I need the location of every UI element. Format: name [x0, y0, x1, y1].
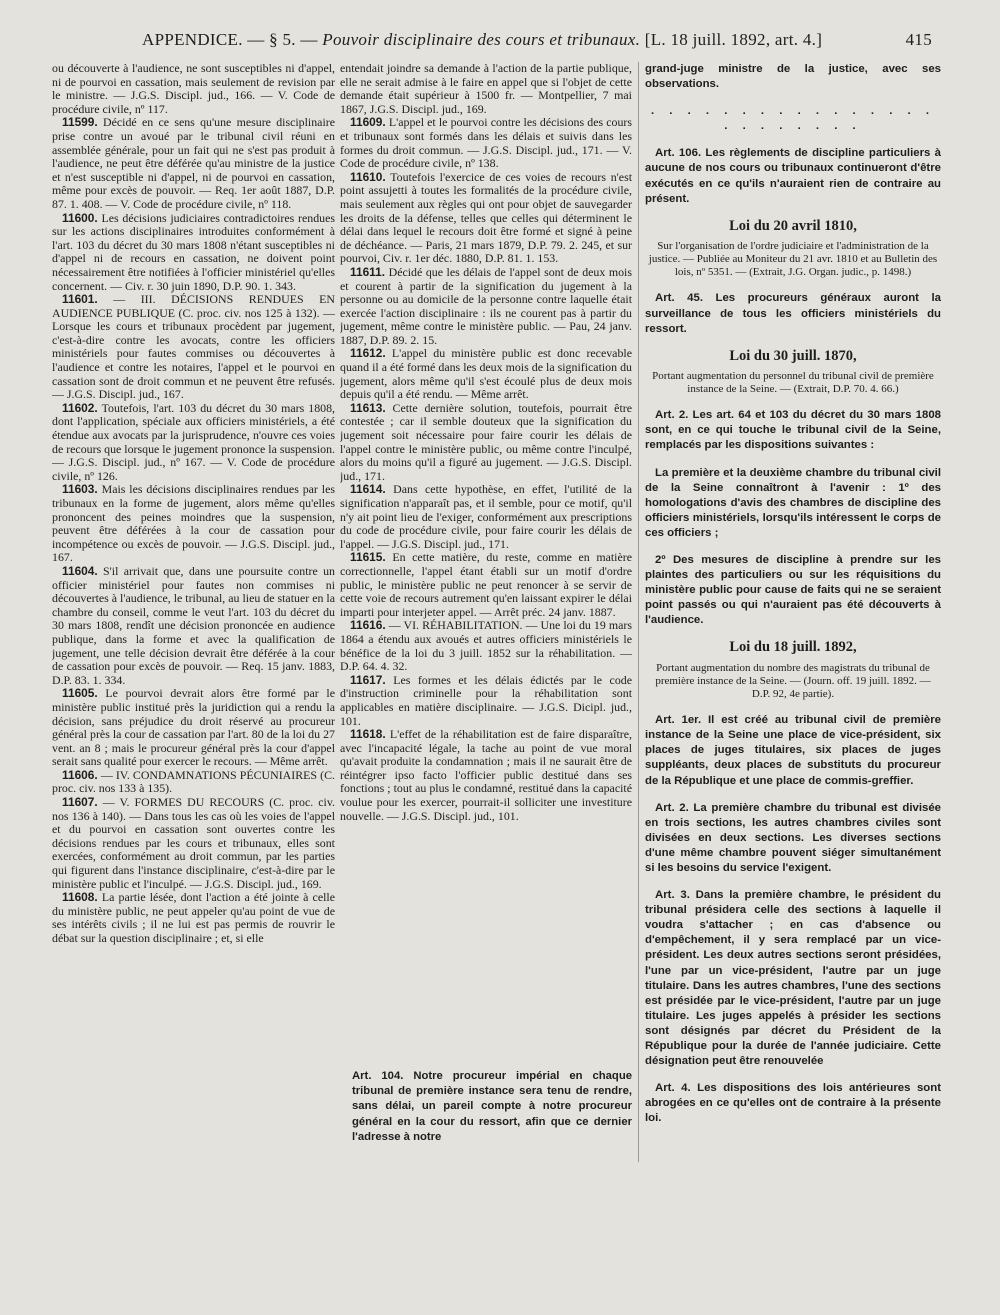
paragraph-number: 11617.: [350, 672, 386, 687]
column-3: [645, 62, 941, 1132]
paragraph-number: 11613.: [350, 400, 386, 415]
paragraph-text: Mais les décisions disciplinaires rendues par les tribunaux en la forme de jugement, alors même qu'elles prononcent des peines moindres que la suspension, peuvent être déférées à la cour de cassation pour incompétence ou excès de pouvoir. — J.G.S. Discipl. jud., 167.: [52, 482, 335, 565]
article-104-text: Art. 104. Notre procureur impérial en chaque tribunal de première instance sera tenu de rendre, sans délai, un pareil compte à notre procureur général en la cour du ressort, afin que ce dernier l'adresse à notre: [352, 1070, 632, 1143]
column-2: [340, 62, 632, 1062]
law-1810-title: Loi du 20 avril 1810,: [729, 217, 857, 234]
paragraph-continued: [52, 62, 335, 116]
header-reference: [L. 18 juill. 1892, art. 4.]: [644, 30, 823, 49]
paragraph-number: 11608.: [62, 890, 98, 905]
law-1870-para1: La première et la deuxième chambre du tribunal civil de la Seine connaîtront à l'avenir : 1º des homologations d'avis des chambres de discipline des officiers ministériels, lorsqu'ils intéressent le corps de ces officiers ;: [645, 466, 941, 539]
paragraph-11613: [340, 402, 632, 484]
paragraph-text: Dans cette hypothèse, en effet, l'utilité de la signification n'apparaît pas, et il semble, pour ce motif, qu'il n'y ait point lieu de l'exiger, conformément aux prescriptions du code de procédure civile, pour faire courir les délais de l'appel. — J.G.S. Discipl. jud., 171.: [340, 482, 632, 551]
law-1892-art4: Art. 4. Les dispositions des lois antérieures sont abrogées en ce qu'elles ont de contraire à la présente loi.: [645, 1082, 941, 1125]
paragraph-11604: [52, 565, 335, 687]
law-1870-para2: 2º Des mesures de discipline à prendre sur les plaintes des particuliers ou sur les réquisitions du ministère public pour cause de faits qui ne se seraient point passés ou qui n'auraient pas été découverts à l'audience.: [645, 553, 941, 627]
paragraph-text: L'appel et le pourvoi contre les décisions des cours et tribunaux sont formés dans les délais et suivis dans les formes du droit commun. — J.G.S. Discipl. jud., 171. — V. Code de procédure civile, nº 138.: [340, 115, 632, 171]
paragraph-11607: [52, 796, 335, 891]
paragraph-11610: [340, 171, 632, 266]
paragraph-11614: [340, 483, 632, 551]
paragraph-11602: [52, 402, 335, 484]
header-title: Pouvoir disciplinaire des cours et tribunaux.: [322, 30, 641, 49]
paragraph-number: 11607.: [62, 795, 98, 810]
running-header: [142, 30, 932, 54]
paragraph-number: 11603.: [62, 482, 98, 497]
paragraph-11606: [52, 769, 335, 796]
paragraph-11611: [340, 266, 632, 348]
law-1892-art3: Art. 3. Dans la première chambre, le président du tribunal présidera celle des sections à laquelle il voudra s'attacher ; en cas d'absence ou d'empêchement, il y sera remplacé par un vice-président. Les deux autres sections seront présidées, l'une par un vice-président, l'autre par un juge titulaire. Dans les autres chambres, l'une des sections est présidée par le vice-président, l'autre par un juge titulaire. Les juges appelés à présider les sections sont désignés par décret du Président de la République pour la durée de l'année judiciaire. Cette désignation peut être renouvelée: [645, 889, 941, 1068]
paragraph-text: L'appel du ministère public est donc recevable quand il a été formé dans les deux mois de la signification du jugement, alors même qu'il s'est écoulé plus de deux mois depuis qu'il a été rendu. — Même arrêt.: [340, 346, 632, 402]
paragraph-text: L'effet de la réhabilitation est de faire disparaître, avec l'incapacité légale, la tache au point de vue moral qu'avait produite la condamnation ; mais il ne saurait être de réintégrer ipso facto l'officier public destitué dans ses fonctions ; tout au plus le condamné, restitué dans la capacité voulue pour les exercer, pourrait-il solliciter une investiture nouvelle. — J.G.S. Discipl. jud., 101.: [340, 727, 632, 823]
paragraph-text: Le pourvoi devrait alors être formé par le ministère public institué près la juridiction qui a rendu la décision, sans préjudice du droit réservé au procureur général près la cour de cassation par l'art. 80 de la loi du 27 vent. an 8 ; mais le procureur général près la cour d'appel serait sans qualité pour exercer le recours. — Même arrêt.: [52, 686, 335, 769]
article-104: [352, 1069, 632, 1145]
page-number: 415: [905, 30, 932, 49]
paragraph-text: Toutefois l'exercice de ces voies de recours n'est point assujetti à toutes les formalités de la procédure civile, mais seulement aux règles qui ont pour objet de sauvegarder les droits de la défense, telles que celles qui déterminent le délai dans lequel le recours doit être formé et signé à peine de déchéance. — Paris, 21 mars 1879, D.P. 79. 2. 245, et sur pourvoi, Civ. r. 1er déc. 1880, D.P. 81. 1. 153.: [340, 169, 632, 266]
paragraph-11599: [52, 116, 335, 211]
paragraph-text: — III. DÉCISIONS RENDUES EN AUDIENCE PUBLIQUE (C. proc. civ. nos 125 à 132). — Lorsque les cours et tribunaux procèdent par jugement, c'est-à-dire contre les avocats, contre les officiers ministériels pour fautes commises ou découvertes à l'audience et contre les notaires, l'appel et le pourvoi en cassation sont de droit commun et ne peuvent être refusés. — J.G.S. Discipl. jud., 167.: [52, 292, 335, 402]
paragraph-number: 11602.: [62, 400, 98, 415]
paragraph-text: ou découverte à l'audience, ne sont susceptibles ni d'appel, ni de pourvoi en cassation, mais seulement de revision par le ministre. — J.G.S. Discipl. jud., 166. — V. Code de procédure civile, nº 117.: [52, 62, 335, 116]
law-1870-title: Loi du 30 juill. 1870,: [729, 347, 857, 364]
paragraph-text: Toutefois, l'art. 103 du décret du 30 mars 1808, dont l'application, spéciale aux officiers ministériels, a été étendue aux avocats par la jurisprudence, n'ouvre ces voies de recours que lorsque le jugement prononce la suspension. — J.G.S. Discipl. jud., nº 167. — V. Code de procédure civile, nº 126.: [52, 400, 335, 483]
paragraph-11608: [52, 891, 335, 945]
paragraph-text: Les décisions judiciaires contradictoires rendues sur les actions disciplinaires introduites conformément à l'art. 103 du décret du 30 mars 1808 n'étant susceptibles ni d'appel ni de recours en cassation, ne doivent point nécessairement être notifiées à l'officier ministériel qu'elles concernent. — Civ. r. 30 juin 1890, D.P. 90. 1. 343.: [52, 210, 335, 293]
paragraph-text: La partie lésée, dont l'action a été jointe à celle du ministère public, ne peut appeler qu'au point de vue de ses intérêts civils ; il ne lui est pas permis de rouvrir le débat sur la question disciplinaire ; et, si elle: [52, 890, 335, 945]
paragraph-11615: [340, 551, 632, 619]
paragraph-text: — V. FORMES DU RECOURS (C. proc. civ. nos 136 à 140). — Dans tous les cas où les voies de l'appel et du pourvoi en cassation sont ouvertes contre les décisions rendues par les cours et tribunaux, elles sont exercées, conformément au droit commun, par les parties qui figurent dans l'instance disciplinaire, c'est-à-dire par le ministère public et l'inculpé. — J.G.S. Discipl. jud., 169.: [52, 795, 335, 891]
paragraph-text: — IV. CONDAMNATIONS PÉCUNIAIRES (C. proc. civ. nos 133 à 135).: [52, 767, 335, 796]
header-section: APPENDICE. — § 5. —: [142, 30, 318, 49]
law-1892-art1: Art. 1er. Il est créé au tribunal civil de première instance de la Seine une place de vice-président, six places de juges titulaires, six places de juges suppléants, deux places de substituts du procureur de la République et une place de commis-greffier.: [645, 714, 941, 787]
paragraph-number: 11600.: [62, 210, 98, 225]
column-divider: [638, 62, 639, 1162]
paragraph-11603: [52, 483, 335, 565]
paragraph-11600: [52, 212, 335, 294]
paragraph-11601: [52, 293, 335, 402]
col3-intro: grand-juge ministre de la justice, avec ses observations.: [645, 63, 941, 91]
paragraph-text: Cette dernière solution, toutefois, pourrait être contestée ; car il semble douteux que la signification du jugement soit nécessaire pour faire courir les délais de l'appel contre le ministère public, ou même contre l'inculpé, alors du moins qu'il a figuré au jugement. — J.G.S. Discipl. jud., 171.: [340, 400, 632, 483]
ellipsis-dots: . . . . . . . . . . . . . . . . . . . . . . . .: [650, 105, 936, 133]
paragraph-11609: [340, 116, 632, 170]
paragraph-number: 11618.: [350, 727, 386, 742]
paragraph-number: 11609.: [350, 115, 386, 130]
paragraph-number: 11605.: [62, 686, 98, 701]
paragraph-11612: [340, 347, 632, 401]
law-1870-art2: Art. 2. Les art. 64 et 103 du décret du 30 mars 1808 sont, en ce qui touche le tribunal civil de la Seine, remplacés par les dispositions suivantes :: [645, 409, 941, 452]
paragraph-number: 11601.: [62, 292, 98, 307]
paragraph-11617: [340, 674, 632, 728]
paragraph-11605: [52, 687, 335, 769]
paragraph-number: 11610.: [350, 169, 386, 184]
law-1892-art2: Art. 2. La première chambre du tribunal est divisée en trois sections, les autres chambres civiles sont divisées en deux sections. Les diverses sections d'une même chambre pouvent siéger simultanément si les besoins du service l'exigent.: [645, 801, 941, 874]
article-106: Art. 106. Les règlements de discipline particuliers à aucune de nos cours ou tribunaux continueront d'être exécutés en ce qu'ils n'auraient rien de contraire au présent.: [645, 147, 941, 205]
law-1810-art45: Art. 45. Les procureurs généraux auront la surveillance de tous les officiers ministériels du ressort.: [645, 292, 941, 335]
paragraph-text: Décidé que les délais de l'appel sont de deux mois et courent à partir de la signification du jugement à la personne ou au domicile de la personne contre laquelle était exercée l'action disciplinaire : ils ne courent pas à partir du jugement, même contre le ministère public. — Pau, 24 janv. 1887, D.P. 89. 2. 15.: [340, 264, 632, 347]
paragraph-number: 11599.: [62, 115, 98, 130]
paragraph-text: entendait joindre sa demande à l'action de la partie publique, elle ne serait admise à le faire en appel que si l'objet de cette demande était supérieur à 1500 fr. — Montpellier, 7 mai 1867, J.G.S. Discipl. jud., 169.: [340, 62, 632, 116]
paragraph-text: En cette matière, du reste, comme en matière correctionnelle, l'appel étant établi sur un motif d'ordre public, le ministère public ne peut renoncer à se servir de cette voie de recours autrement qu'en laissant expirer le délai imparti pour interjeter appel. — Arrêt préc. 24 janv. 1887.: [340, 550, 632, 619]
paragraph-text: — VI. RÉHABILITATION. — Une loi du 19 mars 1864 a étendu aux avoués et autres officiers ministériels le bénéfice de la loi du 3 juill. 1852 sur la réhabilitation. — D.P. 64. 4. 32.: [340, 618, 632, 674]
paragraph-number: 11616.: [350, 618, 386, 633]
paragraph-number: 11604.: [62, 563, 98, 578]
paragraph-continued: [340, 62, 632, 116]
law-1892-title: Loi du 18 juill. 1892,: [729, 639, 857, 656]
paragraph-number: 11612.: [350, 346, 386, 361]
paragraph-number: 11615.: [350, 550, 386, 565]
paragraph-11616: [340, 619, 632, 673]
paragraph-text: Les formes et les délais édictés par le code d'instruction criminelle pour la réhabilitation sont applicables en matière disciplinaire. — J.G.S. Dicipl. jud., 101.: [340, 672, 632, 728]
paragraph-text: S'il arrivait que, dans une poursuite contre un officier ministériel pour fautes non commises ni découvertes à l'audience, le tribunal, au lieu de statuer en la chambre du conseil, comme le veut l'art. 103 du décret du 30 mars 1808, rendît une décision prononcée en audience publique, dans la forme et avec la qualification de jugement, une telle décision devrait être déférée à la cour de cassation pour excès de pouvoir. — Req. 15 janv. 1883, D.P. 83. 1. 334.: [52, 563, 335, 687]
paragraph-number: 11606.: [62, 767, 98, 782]
paragraph-number: 11611.: [350, 264, 386, 279]
paragraph-11618: [340, 728, 632, 823]
column-1: [52, 62, 335, 1177]
law-1870-subtitle: Portant augmentation du personnel du tribunal civil de première instance de la Seine. — (Extrait, D.P. 70. 4. 66.): [652, 369, 934, 396]
paragraph-number: 11614.: [350, 482, 386, 497]
paragraph-text: Décidé en ce sens qu'une mesure disciplinaire prise contre un avoué par le tribunal civil réuni en assemblée générale, pour un fait qui ne s'est pas produit à l'audience, ne peut être déférée qu'au ministre de la justice et n'est susceptible ni d'appel, ni de pourvoi en cassation, même pour excès de pouvoir. — Req. 1er août 1887, D.P. 87. 1. 408. — V. Code de procédure civile, nº 118.: [52, 115, 335, 211]
law-1810-subtitle: Sur l'organisation de l'ordre judiciaire et l'administration de la justice. — Publiée au Moniteur du 21 avr. 1810 et au Bulletin des lois, nº 5351. — (Extrait, J.G. Organ. judic., p. 1498.): [648, 239, 938, 279]
law-1892-subtitle: Portant augmentation du nombre des magistrats du tribunal de première instance de la Seine. — (Journ. off. 19 juill. 1892. — D.P. 92, 4e partie).: [655, 661, 931, 700]
